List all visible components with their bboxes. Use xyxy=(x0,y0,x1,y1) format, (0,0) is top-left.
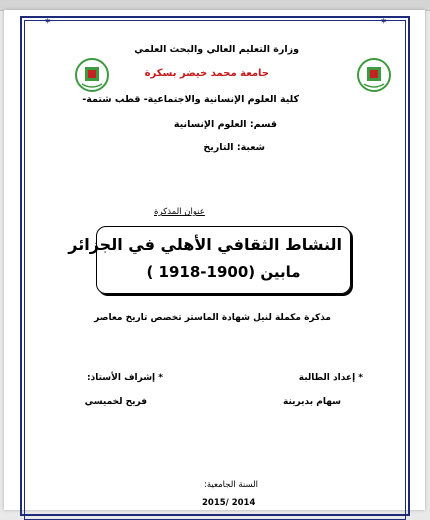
student-name: سهام بديرينة xyxy=(283,397,341,407)
department-name: قسم: العلوم الإنسانية xyxy=(173,119,277,130)
ministry-name: وزارة التعليم العالي والبحث العلمي xyxy=(134,44,299,55)
student-label: * إعداد الطالبة xyxy=(298,373,363,383)
thesis-title-box xyxy=(68,226,351,294)
academic-year-value: 2015/ 2014 xyxy=(202,498,256,508)
faculty-name: كلية العلوم الإنسانية والاجتماعية- قطب شتمة- xyxy=(82,94,299,105)
corner-ornament-right: ✶ xyxy=(380,17,388,27)
corner-ornament-left: ✶ xyxy=(44,17,52,27)
university-logo-right xyxy=(356,56,392,94)
university-logo-left xyxy=(74,56,110,94)
supervisor-name: فريح لخميسي xyxy=(84,397,147,407)
supervisor-label: * إشراف الأستاذ: xyxy=(87,373,163,383)
thesis-description: مذكرة مكملة لنيل شهادة الماستر تخصص تاريخ معاصر xyxy=(94,313,331,323)
thesis-title: النشاط الثقافي الأهلي في الجزائر xyxy=(68,235,342,254)
university-name: جامعة محمد خيضر بسكرة xyxy=(144,68,269,79)
thesis-title-label: عنوان المذكرة xyxy=(154,207,205,217)
thesis-period: مابين (1900-1918 ) xyxy=(146,263,301,281)
branch-name: شعبة: التاريخ xyxy=(203,142,265,153)
academic-year-label: السنة الجامعية: xyxy=(204,480,259,490)
document-page xyxy=(4,10,425,510)
